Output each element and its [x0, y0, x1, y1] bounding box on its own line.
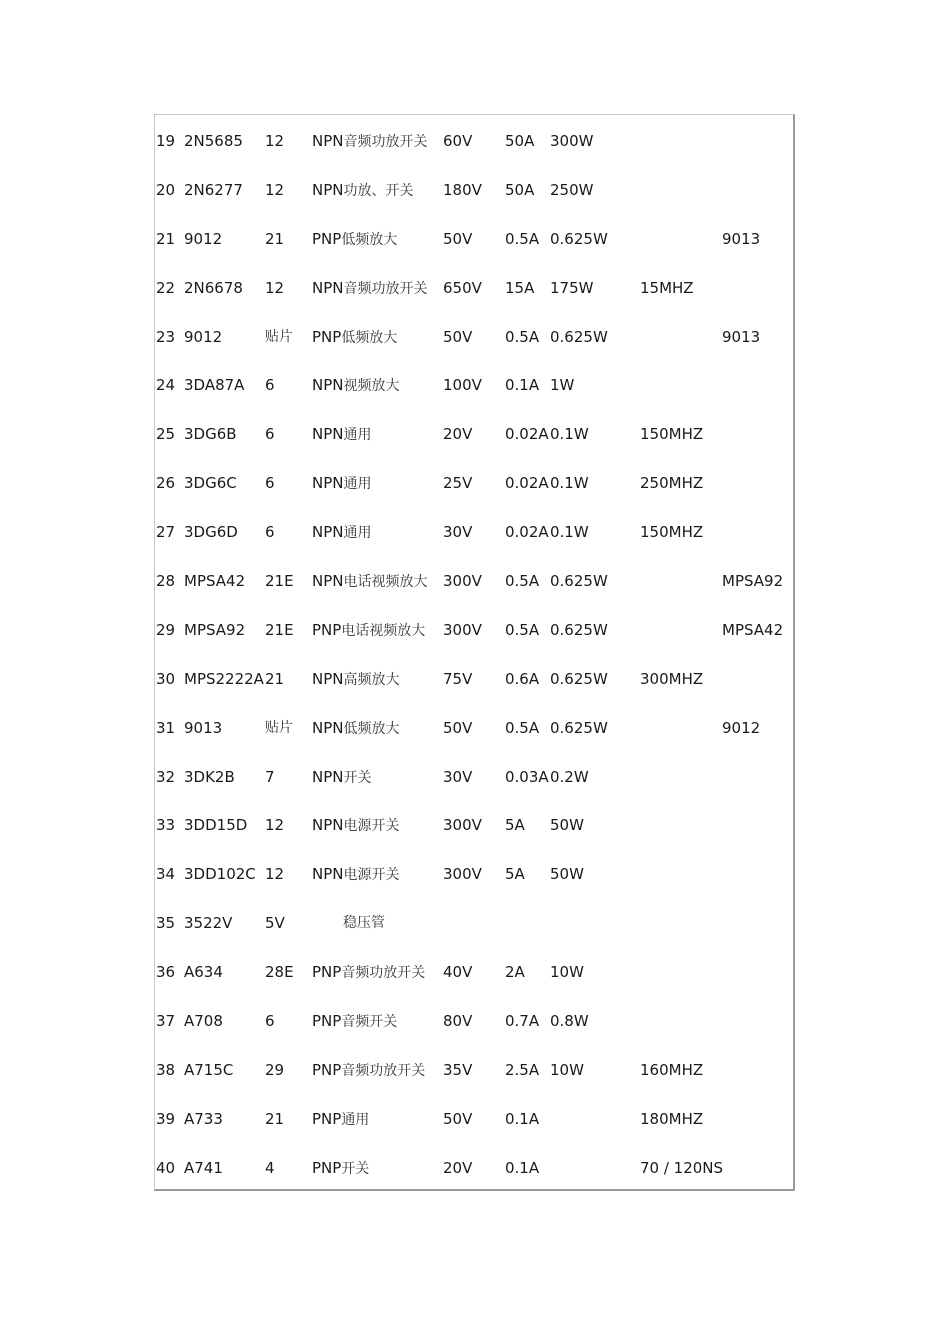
model-cell: 3DK2B [184, 767, 235, 786]
voltage-cell: 35V [443, 1060, 473, 1079]
function-label: 低频放大 [341, 329, 398, 346]
power-cell: 250W [550, 180, 594, 199]
table-row [155, 850, 793, 899]
power-cell: 0.2W [550, 767, 589, 786]
model-cell: 9012 [184, 229, 223, 248]
table-row [155, 997, 793, 1046]
table-row [155, 606, 793, 655]
type-cell [312, 459, 372, 509]
model-cell: 9012 [184, 327, 223, 346]
function-label: 视频放大 [343, 378, 400, 395]
voltage-cell: 60V [443, 132, 473, 150]
voltage-cell: 25V [443, 474, 473, 493]
row-number: 23 [156, 327, 176, 346]
frequency-cell: 150MHZ [640, 425, 704, 444]
model-cell: 3DG6B [184, 425, 237, 444]
table-row [155, 899, 793, 948]
voltage-cell: 180V [443, 180, 482, 199]
model-cell: 3DD15D [184, 816, 248, 835]
package-cell: 12 [265, 816, 285, 835]
frequency-cell: 150MHZ [640, 523, 704, 542]
polarity-label: NPN [312, 767, 344, 786]
polarity-label: PNP [312, 963, 342, 982]
model-cell: 2N6678 [184, 278, 243, 297]
table-row [155, 117, 793, 166]
voltage-cell: 300V [443, 572, 482, 591]
polarity-label: NPN [312, 865, 344, 884]
row-number: 27 [156, 523, 176, 542]
polarity-label: PNP [312, 1060, 342, 1079]
function-label: 音频功放开关 [343, 280, 428, 297]
row-number: 21 [156, 229, 176, 248]
frequency-cell: 15MHZ [640, 278, 694, 297]
polarity-label: NPN [312, 180, 344, 199]
package-cell: 12 [265, 132, 285, 150]
package-cell: 21E [265, 620, 294, 639]
model-cell: A634 [184, 963, 223, 982]
current-cell: 0.03A [505, 767, 549, 786]
package-cell: 7 [265, 767, 275, 786]
voltage-cell: 50V [443, 718, 473, 737]
power-cell: 0.625W [550, 620, 608, 639]
voltage-cell: 100V [443, 376, 482, 395]
table-row [155, 1144, 793, 1193]
power-cell: 0.625W [550, 229, 608, 248]
polarity-label: PNP [312, 1012, 342, 1031]
model-cell: 2N6277 [184, 180, 243, 199]
table-row [155, 1046, 793, 1095]
model-cell: A708 [184, 1012, 223, 1031]
package-cell: 12 [265, 865, 285, 884]
current-cell: 0.02A [505, 474, 549, 493]
package-cell: 贴片 [265, 328, 293, 345]
power-cell: 300W [550, 132, 594, 150]
function-label: 电源开关 [343, 867, 400, 884]
function-label: 音频开关 [341, 1014, 398, 1031]
complement-cell: 9012 [722, 718, 761, 737]
type-cell [312, 801, 400, 851]
row-number: 24 [156, 376, 176, 395]
package-cell: 12 [265, 278, 285, 297]
type-cell [312, 1144, 369, 1194]
table-row [155, 801, 793, 850]
current-cell: 50A [505, 132, 535, 150]
power-cell: 10W [550, 963, 584, 982]
model-cell: A741 [184, 1158, 223, 1177]
power-cell: 50W [550, 816, 584, 835]
row-number: 40 [156, 1158, 176, 1177]
row-number: 19 [156, 132, 176, 150]
type-cell [312, 313, 397, 363]
polarity-label: PNP [312, 1109, 342, 1128]
polarity-label: NPN [312, 669, 344, 688]
power-cell: 175W [550, 278, 594, 297]
table-row [155, 1095, 793, 1144]
function-label: 电话视频放大 [341, 622, 426, 639]
current-cell: 5A [505, 816, 525, 835]
table-row [155, 410, 793, 459]
current-cell: 0.1A [505, 1158, 540, 1177]
current-cell: 50A [505, 180, 535, 199]
polarity-label: NPN [312, 474, 344, 493]
function-label: 开关 [341, 1160, 370, 1177]
package-cell: 6 [265, 474, 275, 493]
function-label: 音频功放开关 [343, 134, 428, 150]
table-row [155, 313, 793, 362]
type-cell [312, 997, 397, 1047]
package-cell: 4 [265, 1158, 275, 1177]
function-label: 音频功放开关 [341, 965, 426, 982]
table-row [155, 361, 793, 410]
voltage-cell: 50V [443, 229, 473, 248]
row-number: 22 [156, 278, 176, 297]
complement-cell: 9013 [722, 327, 761, 346]
type-cell [312, 704, 400, 754]
model-cell: MPS2222A [184, 669, 264, 688]
type-cell [312, 410, 372, 460]
package-cell: 贴片 [265, 719, 293, 736]
power-cell: 10W [550, 1060, 584, 1079]
row-number: 35 [156, 914, 176, 933]
voltage-cell: 300V [443, 620, 482, 639]
current-cell: 2.5A [505, 1060, 540, 1079]
package-cell: 6 [265, 523, 275, 542]
table-row [155, 753, 793, 802]
type-cell [312, 508, 372, 558]
type-cell [312, 166, 414, 216]
polarity-label: NPN [312, 718, 344, 737]
table-row [155, 704, 793, 753]
function-label: 通用 [343, 427, 372, 444]
power-cell: 50W [550, 865, 584, 884]
model-cell: MPSA92 [184, 620, 246, 639]
type-cell [312, 361, 400, 411]
current-cell: 0.5A [505, 229, 540, 248]
voltage-cell: 300V [443, 865, 482, 884]
polarity-label: NPN [312, 816, 344, 835]
polarity-label: NPN [312, 523, 344, 542]
type-cell [312, 1046, 425, 1096]
function-label: 电话视频放大 [343, 574, 428, 591]
model-cell: A733 [184, 1109, 223, 1128]
row-number: 32 [156, 767, 176, 786]
current-cell: 0.5A [505, 327, 540, 346]
row-number: 39 [156, 1109, 176, 1128]
voltage-cell: 30V [443, 523, 473, 542]
polarity-label: PNP [312, 229, 342, 248]
model-cell: 3DG6D [184, 523, 238, 542]
package-cell: 12 [265, 180, 285, 199]
voltage-cell: 80V [443, 1012, 473, 1031]
package-cell: 5V [265, 914, 285, 933]
voltage-cell: 40V [443, 963, 473, 982]
function-label: 电源开关 [343, 818, 400, 835]
polarity-label: PNP [312, 327, 342, 346]
package-cell: 21 [265, 229, 285, 248]
power-cell: 0.625W [550, 718, 608, 737]
voltage-cell: 50V [443, 327, 473, 346]
polarity-label: NPN [312, 376, 344, 395]
frequency-cell: 300MHZ [640, 669, 704, 688]
voltage-cell: 75V [443, 669, 473, 688]
row-number: 38 [156, 1060, 176, 1079]
package-cell: 29 [265, 1060, 285, 1079]
function-label: 低频放大 [343, 720, 400, 737]
package-cell: 6 [265, 425, 275, 444]
type-cell [312, 850, 400, 900]
polarity-label: NPN [312, 278, 344, 297]
transistor-table [154, 114, 795, 1191]
table-row [155, 459, 793, 508]
polarity-label: NPN [312, 132, 344, 150]
polarity-label: PNP [312, 620, 342, 639]
row-number: 26 [156, 474, 176, 493]
function-label: 通用 [341, 1111, 370, 1128]
current-cell: 0.02A [505, 425, 549, 444]
power-cell: 0.1W [550, 474, 589, 493]
voltage-cell: 50V [443, 1109, 473, 1128]
current-cell: 0.5A [505, 572, 540, 591]
polarity-label: NPN [312, 425, 344, 444]
function-label: 高频放大 [343, 671, 400, 688]
current-cell: 0.6A [505, 669, 540, 688]
complement-cell: 9013 [722, 229, 761, 248]
table-row [155, 948, 793, 997]
model-cell: 9013 [184, 718, 223, 737]
current-cell: 0.7A [505, 1012, 540, 1031]
table-row [155, 215, 793, 264]
complement-cell: MPSA42 [722, 620, 784, 639]
frequency-cell: 160MHZ [640, 1060, 704, 1079]
row-number: 30 [156, 669, 176, 688]
function-label: 通用 [343, 476, 372, 493]
row-number: 37 [156, 1012, 176, 1031]
power-cell: 1W [550, 376, 575, 395]
current-cell: 0.1A [505, 1109, 540, 1128]
table-row [155, 557, 793, 606]
current-cell: 15A [505, 278, 535, 297]
function-label: 音频功放开关 [341, 1062, 426, 1079]
package-cell: 21E [265, 572, 294, 591]
type-cell [312, 215, 397, 265]
row-number: 25 [156, 425, 176, 444]
function-label: 开关 [343, 769, 372, 786]
package-cell: 21 [265, 1109, 285, 1128]
function-label: 低频放大 [341, 231, 398, 248]
model-cell: MPSA42 [184, 572, 246, 591]
table-body [155, 117, 793, 1193]
voltage-cell: 650V [443, 278, 482, 297]
package-cell: 21 [265, 669, 285, 688]
table-row [155, 655, 793, 704]
row-number: 33 [156, 816, 176, 835]
model-cell: 3DA87A [184, 376, 245, 395]
row-number: 36 [156, 963, 176, 982]
table-row [155, 166, 793, 215]
model-cell: 3DD102C [184, 865, 256, 884]
row-number: 31 [156, 718, 176, 737]
table-row [155, 508, 793, 557]
model-cell: 3DG6C [184, 474, 237, 493]
voltage-cell: 20V [443, 425, 473, 444]
table-row [155, 264, 793, 313]
row-number: 28 [156, 572, 176, 591]
current-cell: 2A [505, 963, 525, 982]
voltage-cell: 30V [443, 767, 473, 786]
frequency-cell: 180MHZ [640, 1109, 704, 1128]
frequency-cell: 70 / 120NS [640, 1158, 724, 1177]
current-cell: 5A [505, 865, 525, 884]
power-cell: 0.625W [550, 327, 608, 346]
model-cell: 3522V [184, 914, 233, 933]
power-cell: 0.625W [550, 572, 608, 591]
current-cell: 0.5A [505, 718, 540, 737]
row-number: 29 [156, 620, 176, 639]
package-cell: 6 [265, 376, 275, 395]
type-cell [312, 753, 372, 803]
package-cell: 28E [265, 963, 294, 982]
current-cell: 0.1A [505, 376, 540, 395]
current-cell: 0.5A [505, 620, 540, 639]
power-cell: 0.625W [550, 669, 608, 688]
type-cell [312, 1095, 369, 1145]
type-cell [312, 606, 425, 656]
type-cell [312, 655, 400, 705]
package-cell: 6 [265, 1012, 275, 1031]
polarity-label: NPN [312, 572, 344, 591]
polarity-label: PNP [312, 1158, 342, 1177]
type-cell [312, 557, 428, 607]
current-cell: 0.02A [505, 523, 549, 542]
type-cell [312, 264, 428, 314]
function-label: 通用 [343, 525, 372, 542]
row-number: 20 [156, 180, 176, 199]
type-cell [312, 117, 428, 167]
voltage-cell: 20V [443, 1158, 473, 1177]
model-cell: A715C [184, 1060, 234, 1079]
power-cell: 0.1W [550, 523, 589, 542]
function-label: 功放、开关 [343, 182, 414, 199]
voltage-cell: 300V [443, 816, 482, 835]
model-cell: 2N5685 [184, 132, 243, 150]
complement-cell: MPSA92 [722, 572, 784, 591]
function-label: 稳压管 [343, 915, 385, 932]
row-number: 34 [156, 865, 176, 884]
power-cell: 0.1W [550, 425, 589, 444]
type-cell [312, 948, 425, 998]
power-cell: 0.8W [550, 1012, 589, 1031]
frequency-cell: 250MHZ [640, 474, 704, 493]
